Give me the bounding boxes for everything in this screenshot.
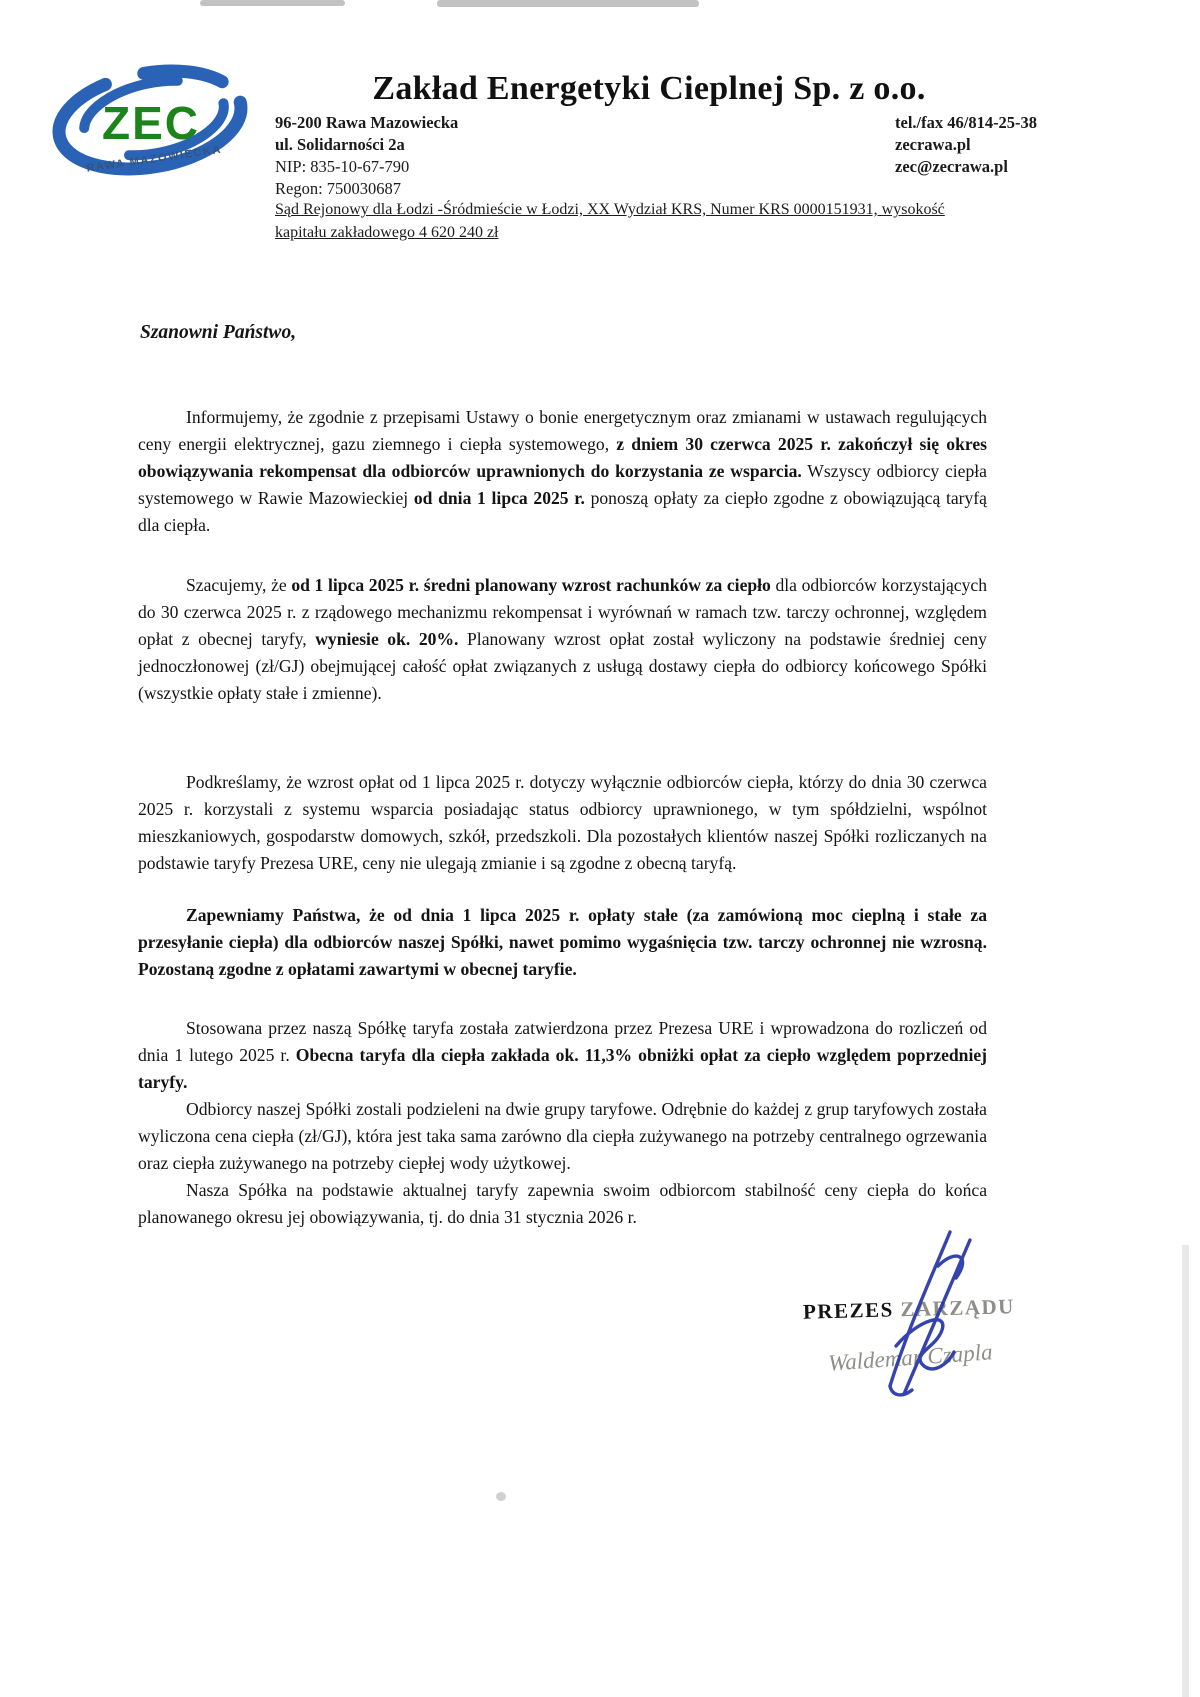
signer-title-primary: PREZES (802, 1297, 895, 1324)
logo-text: ZEC (102, 97, 200, 149)
address-line: 96-200 Rawa Mazowiecka (275, 113, 459, 132)
paragraph-6: Odbiorcy naszej Spółki zostali podzieleni na dwie grupy taryfowe. Odrębnie do każdej z grup taryfowych została wyliczona cena ciepła (zł/GJ), która jest taka sama zarówno dla ciepła zużywanego na potrzeby centralnego ogrzewania oraz ciepła zużywanego na potrzeby ciepłej wody użytkowej. (138, 1099, 987, 1173)
registry-line: Sąd Rejonowy dla Łodzi -Śródmieście w Łodzi, XX Wydział KRS, Numer KRS 0000151931, wysokość (275, 201, 945, 218)
letter-body (138, 404, 987, 1231)
website-line: zecrawa.pl (895, 135, 971, 154)
scan-artifact (1182, 1245, 1189, 1697)
signer-title-secondary: ZARZĄDU (900, 1294, 1016, 1322)
signer-name-stamp: Waldemar Czapla (827, 1339, 994, 1376)
scan-artifact (496, 1492, 506, 1501)
phone-line: tel./fax 46/814-25-38 (895, 113, 1038, 132)
court-registry-info (275, 199, 1000, 244)
nip-line: NIP: 835-10-67-790 (275, 157, 410, 176)
salutation: Szanowni Państwo, (140, 322, 297, 343)
paragraph-4: Zapewniamy Państwa, że od dnia 1 lipca 2025 r. opłaty stałe (za zamówioną moc cieplną i stałe za przesyłanie ciepła) dla odbiorców naszej Spółki, nawet pomimo wygaśnięcia tzw. tarczy ochronnej nie wzrosną. Pozostaną zgodne z opłatami zawartymi w obecnej taryfie. (138, 905, 987, 979)
paragraph-2: Szacujemy, że od 1 lipca 2025 r. średni planowany wzrost rachunków za ciepło dla odbiorców korzystających do 30 czerwca 2025 r. z rządowego mechanizmu rekompensat i wyrównań w ramach tzw. tarczy ochronnej, względem opłat z obecnej taryfy, wyniesie ok. 20%. Planowany wzrost opłat został wyliczony na podstawie średniej ceny jednoczłonowej (zł/GJ) obejmującej całość opłat związanych z usługą dostawy ciepła do odbiorcy końcowego Spółki (wszystkie opłaty stałe i zmienne). (138, 575, 987, 703)
logo-subtext: RAWA MAZOWIECKA (85, 143, 223, 175)
paragraph-1: Informujemy, że zgodnie z przepisami Ustawy o bonie energetycznym oraz zmianami w ustawach regulujących ceny energii elektrycznej, gazu ziemnego i ciepła systemowego, z dniem 30 czerwca 2025 r. zakończył się okres obowiązywania rekompensat dla odbiorców uprawnionych do korzystania ze wsparcia. Wszyscy odbiorcy ciepła systemowego w Rawie Mazowieckiej od dnia 1 lipca 2025 r. ponoszą opłaty za ciepło zgodne z obowiązującą taryfą dla ciepła. (138, 407, 987, 535)
paragraph-3: Podkreślamy, że wzrost opłat od 1 lipca 2025 r. dotyczy wyłącznie odbiorców ciepła, którzy do dnia 30 czerwca 2025 r. korzystali z systemu wsparcia posiadając status odbiorcy uprawnionego, w tym spółdzielni, wspólnot mieszkaniowych, gospodarstw domowych, szkół, przedszkoli. Dla pozostałych klientów naszej Spółki rozliczanych na podstawie taryfy Prezesa URE, ceny nie ulegają zmianie i są zgodne z obecną taryfą. (138, 772, 987, 873)
email-line: zec@zecrawa.pl (895, 157, 1008, 176)
registry-line: kapitału zakładowego 4 620 240 zł (275, 223, 499, 241)
address-line: ul. Solidarności 2a (275, 135, 405, 154)
paragraph-7: Nasza Spółka na podstawie aktualnej taryfy zapewnia swoim odbiorcom stabilność ceny ciepła do końca planowanego okresu jej obowiązywania, tj. do dnia 31 stycznia 2026 r. (138, 1180, 987, 1227)
company-address (275, 112, 458, 200)
regon-line: Regon: 750030687 (275, 179, 402, 198)
company-name: Zakład Energetyki Cieplnej Sp. z o.o. (372, 70, 926, 107)
scan-artifact (200, 0, 345, 6)
paragraph-5: Stosowana przez naszą Spółkę taryfa została zatwierdzona przez Prezesa URE i wprowadzona do rozliczeń od dnia 1 lutego 2025 r. Obecna taryfa dla ciepła zakłada ok. 11,3% obniżki opłat za ciepło względem poprzedniej taryfy. (138, 1018, 988, 1092)
company-logo (46, 60, 260, 186)
company-contact (895, 112, 1037, 178)
scan-artifact (437, 0, 699, 7)
handwritten-signature (850, 1226, 998, 1404)
